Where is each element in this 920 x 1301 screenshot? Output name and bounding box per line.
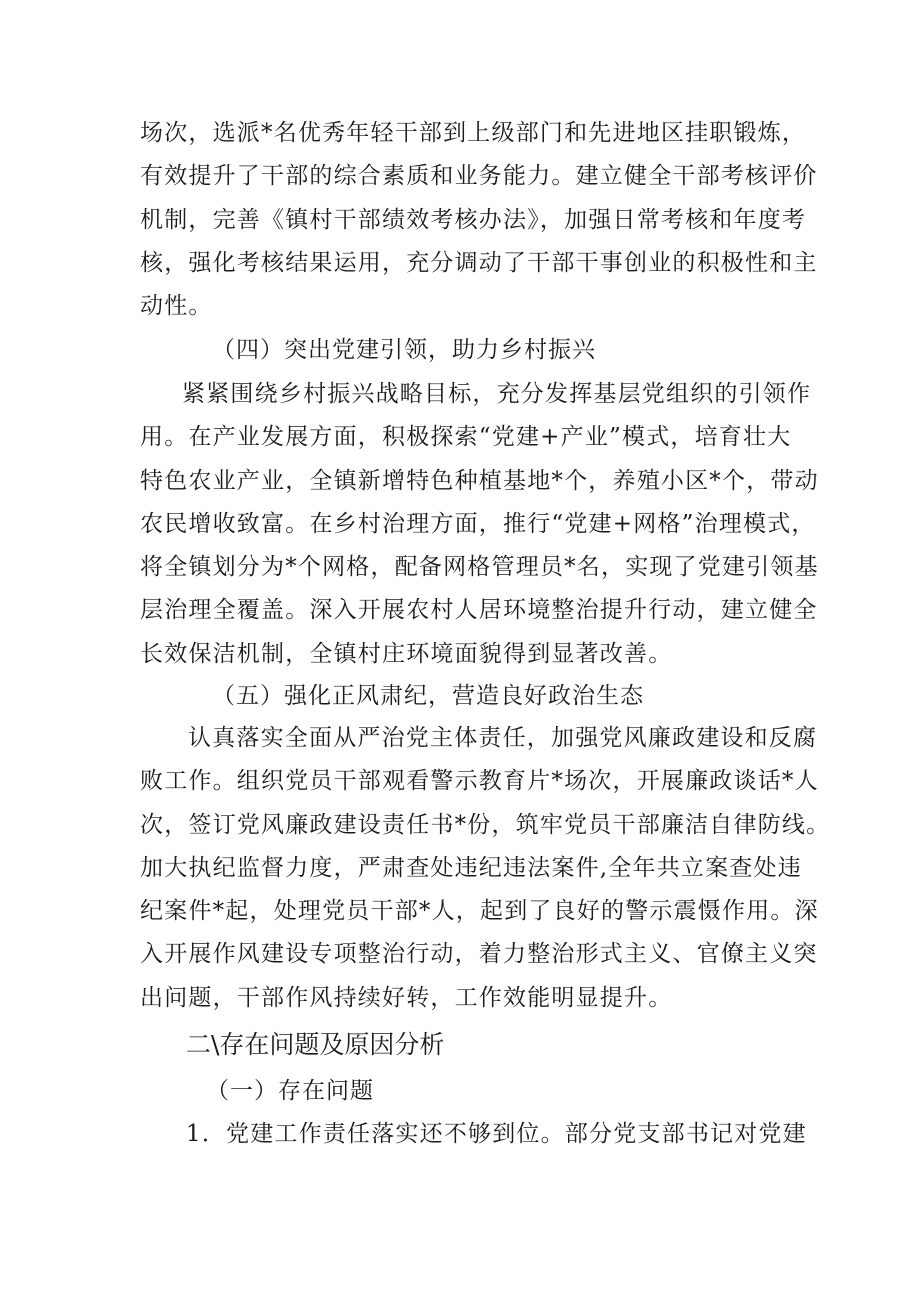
text-line: 特色农业产业，全镇新增特色种植基地*个，养殖小区*个，带动 xyxy=(140,467,819,494)
paragraph-rural-revitalization xyxy=(140,373,819,676)
text-line: 动性。 xyxy=(140,293,213,320)
text-line: 出问题，干部作风持续好转，工作效能明显提升。 xyxy=(140,984,673,1011)
paragraph-discipline xyxy=(140,717,831,1020)
text-line: 场次，选派*名优秀年轻干部到上级部门和先进地区挂职锻炼， xyxy=(140,120,807,146)
text-line: 败工作。组织党员干部观看警示教育片*场次，开展廉政谈话*人 xyxy=(140,768,819,795)
text-line: 有效提升了干部的综合素质和业务能力。建立健全干部考核评价 xyxy=(140,163,818,190)
section-heading-two: 二\存在问题及原因分析 xyxy=(186,1030,445,1059)
text-line: 层治理全覆盖。深入开展农村人居环境整治提升行动，建立健全 xyxy=(140,597,818,624)
text-line: 加大执纪监督力度，严肃查处违纪违法案件,全年共立案查处违 xyxy=(140,854,802,881)
text-line: 机制，完善《镇村干部绩效考核办法》，加强日常考核和年度考 xyxy=(140,206,807,233)
text-line: 将全镇划分为*个网格，配备网格管理员*名，实现了党建引领基 xyxy=(140,554,819,581)
text-line: 核，强化考核结果运用，充分调动了干部干事创业的积极性和主 xyxy=(140,249,818,276)
text-line: 紧紧围绕乡村振兴战略目标，充分发挥基层党组织的引领作 xyxy=(182,381,812,407)
subheading-existing-problems: （一）存在问题 xyxy=(206,1078,374,1104)
subheading-five: （五）强化正风肃纪，营造良好政治生态 xyxy=(212,683,644,709)
text-line: 1．党建工作责任落实还不够到位。部分党支部书记对党建 xyxy=(186,1121,807,1147)
text-line: 用。在产业发展方面，积极探索“党建+产业”模式，培育壮大 xyxy=(140,424,792,451)
subheading-four: （四）突出党建引领，助力乡村振兴 xyxy=(212,337,596,363)
text-line: 长效保洁机制，全镇村庄环境面貌得到显著改善。 xyxy=(140,640,673,667)
paragraph-cadre-training xyxy=(140,112,818,328)
text-line: 次，签订党风廉政建设责任书*份，筑牢党员干部廉洁自律防线。 xyxy=(140,811,831,838)
paragraph-problem-one xyxy=(186,1113,807,1156)
text-line: 认真落实全面从严治党主体责任，加强党风廉政建设和反腐 xyxy=(188,725,818,751)
text-line: 入开展作风建设专项整治行动，着力整治形式主义、官僚主义突 xyxy=(140,941,818,968)
text-line: 农民增收致富。在乡村治理方面，推行“党建+网格”治理模式， xyxy=(140,510,816,537)
text-line: 纪案件*起，处理党员干部*人，起到了良好的警示震慑作用。深 xyxy=(140,898,819,925)
